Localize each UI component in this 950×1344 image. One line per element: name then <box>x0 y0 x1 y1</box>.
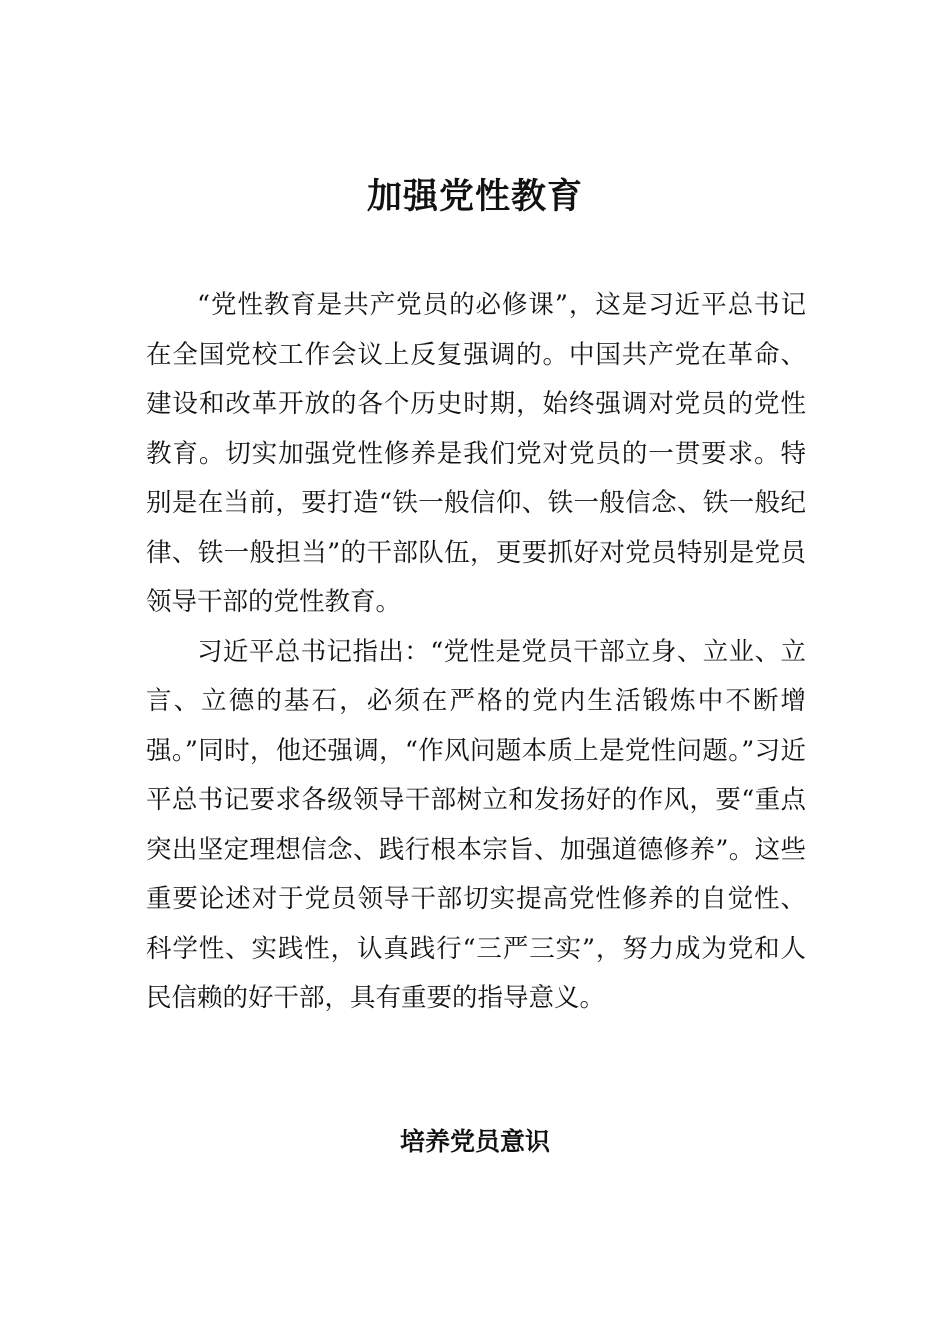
document-title: 加强党性教育 <box>366 176 583 217</box>
paragraph-1: “党性教育是共产党员的必修课”，这是习近平总书记在全国党校工作会议上反复强调的。中国共产党在革命、建设和改革开放的各个历史时期，始终强调对党员的党性教育。切实加强党性修养是我们党对党员的一贯要求。特别是在当前，要打造“铁一般信仰、铁一般信念、铁一般纪律、铁一般担当”的干部队伍，更要抓好对党员特别是党员领导干部的党性教育。 <box>146 290 806 617</box>
document-body <box>146 281 806 1024</box>
paragraph-2: 习近平总书记指出：“党性是党员干部立身、立业、立言、立德的基石，必须在严格的党内生活锻炼中不断增强。”同时，他还强调，“作风问题本质上是党性问题。”习近平总书记要求各级领导干部树立和发扬好的作风，要“重点突出坚定理想信念、践行根本宗旨、加强道德修养”。这些重要论述对于党员领导干部切实提高党性修养的自觉性、科学性、实践性，认真践行“三严三实”，努力成为党和人民信赖的好干部，具有重要的指导意义。 <box>146 636 806 1013</box>
section-heading: 培养党员意识 <box>399 1127 550 1156</box>
